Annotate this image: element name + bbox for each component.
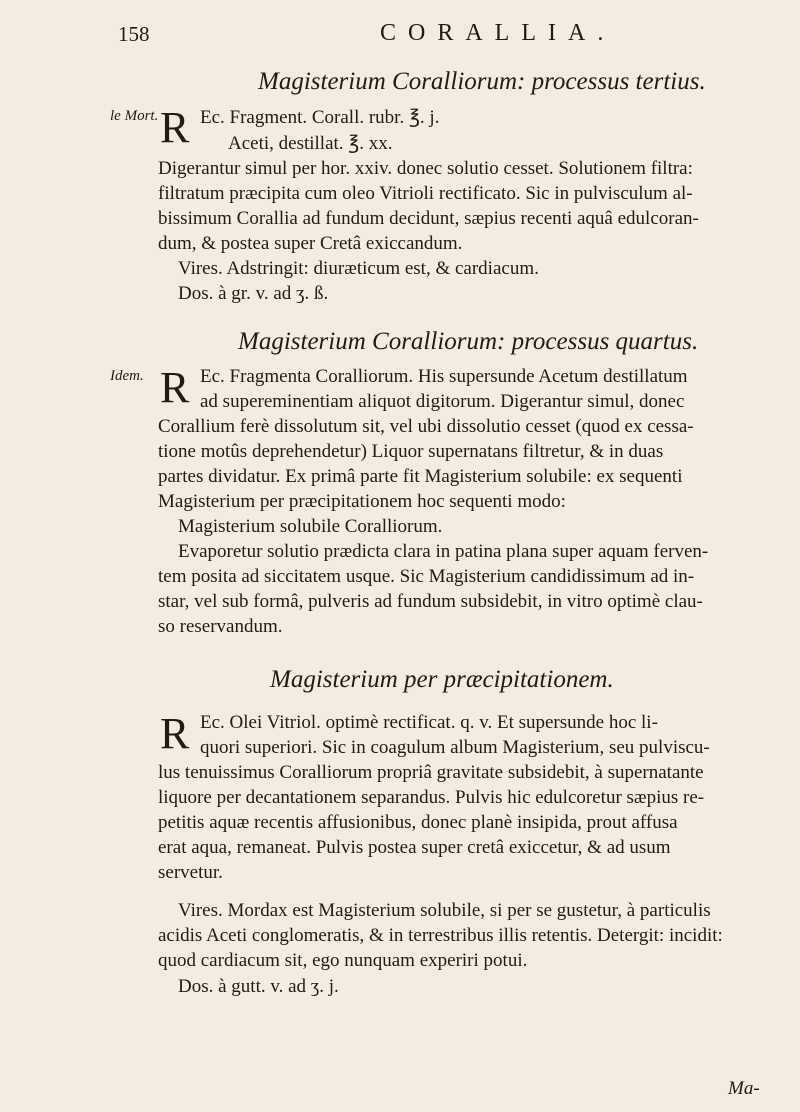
recipe-line: Aceti, destillat. ℥. xx. <box>228 133 393 154</box>
body-line: liquore per decantationem separandus. Pulvis hic edulcoretur sæpius re- <box>158 787 705 808</box>
vires-line: Vires. Mordax est Magisterium solubile, si per se gustetur, à particulis <box>178 900 711 921</box>
subheading-line: Magisterium solubile Coralliorum. <box>178 516 443 537</box>
body-line: quori superiori. Sic in coagulum album Magisterium, seu pulviscu- <box>200 737 710 758</box>
drop-cap: R <box>160 103 190 152</box>
body-line: filtratum præcipita cum oleo Vitrioli rectificato. Sic in pulvisculum al- <box>158 183 693 204</box>
body-line: petitis aquæ recentis affusionibus, donec planè insipida, prout affusa <box>158 812 678 833</box>
section-title: Magisterium per præcipitationem. <box>270 666 614 693</box>
body-line: Corallium ferè dissolutum sit, vel ubi dissolutio cesset (quod ex cessa- <box>158 416 694 437</box>
running-head: CORALLIA. <box>380 20 616 46</box>
body-line: star, vel sub formâ, pulveris ad fundum subsidebit, in vitro optimè clau- <box>158 591 703 612</box>
section-title: Magisterium Coralliorum: processus quartus. <box>238 328 699 355</box>
body-line: Magisterium per præcipitationem hoc sequenti modo: <box>158 491 566 512</box>
body-line: Digerantur simul per hor. xxiv. donec solutio cesset. Solutionem filtra: <box>158 158 693 179</box>
body-line: ad supereminentiam aliquot digitorum. Digerantur simul, donec <box>200 391 685 412</box>
body-line: lus tenuissimus Coralliorum propriâ gravitate subsidebit, à supernatante <box>158 762 704 783</box>
body-line: servetur. <box>158 862 223 883</box>
recipe-line: Ec. Fragment. Corall. rubr. ℥. j. <box>200 107 440 128</box>
drop-cap: R <box>160 709 190 758</box>
page-header <box>0 12 800 52</box>
section-title: Magisterium Coralliorum: processus tertius. <box>258 68 706 95</box>
body-line: Ec. Olei Vitriol. optimè rectificat. q. v. Et supersunde hoc li- <box>200 712 658 733</box>
vires-line: acidis Aceti conglomeratis, & in terrestribus illis retentis. Detergit: incidit: <box>158 925 723 946</box>
body-line: bissimum Corallia ad fundum decidunt, sæpius recenti aquâ edulcoran- <box>158 208 699 229</box>
body-line: tione motûs deprehendetur) Liquor supernatans filtretur, & in duas <box>158 441 664 462</box>
vires-line: Vires. Adstringit: diuræticum est, & cardiacum. <box>178 258 539 279</box>
body-line: dum, & postea super Cretâ exiccandum. <box>158 233 463 254</box>
body-line: so reservandum. <box>158 616 283 637</box>
page-number: 158 <box>118 22 150 46</box>
vires-line: quod cardiacum sit, ego nunquam experiri potui. <box>158 950 528 971</box>
margin-note: Idem. <box>110 368 144 384</box>
body-line: erat aqua, remaneat. Pulvis postea super cretâ exiccetur, & ad usum <box>158 837 671 858</box>
body-line: Evaporetur solutio prædicta clara in patina plana super aquam ferven- <box>178 541 709 562</box>
margin-note: le Mort. <box>110 108 159 124</box>
dose-line: Dos. à gr. v. ad ʒ. ß. <box>178 283 329 304</box>
body-line: tem posita ad siccitatem usque. Sic Magisterium candidissimum ad in- <box>158 566 695 587</box>
body-line: partes dividatur. Ex primâ parte fit Magisterium solubile: ex sequenti <box>158 466 683 487</box>
body-line: Ec. Fragmenta Coralliorum. His supersunde Acetum destillatum <box>200 366 688 387</box>
catchword: Ma- <box>728 1078 760 1099</box>
drop-cap: R <box>160 363 190 412</box>
dose-line: Dos. à gutt. v. ad ʒ. j. <box>178 976 339 997</box>
